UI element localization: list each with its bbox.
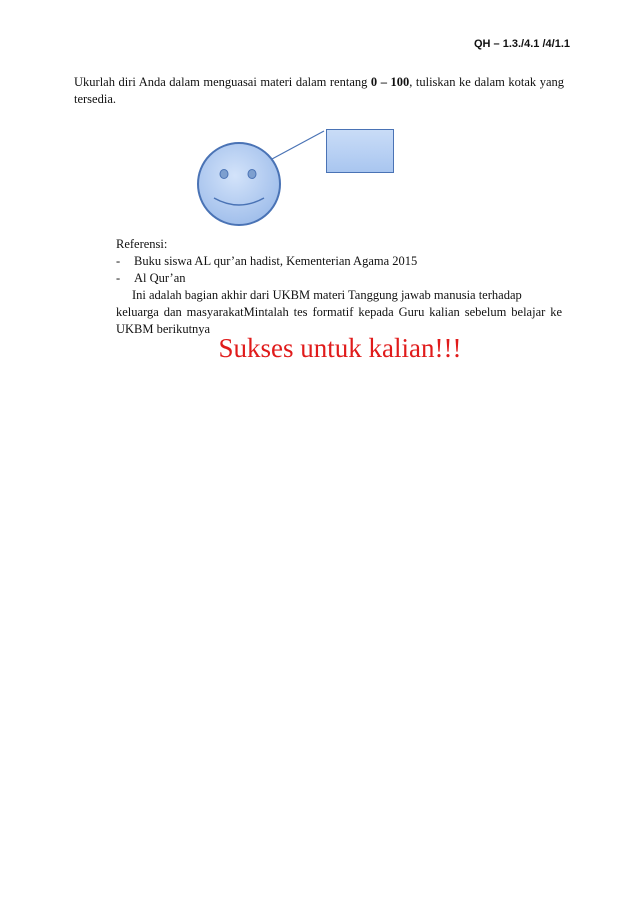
- score-range: 0 – 100: [370, 75, 410, 89]
- list-dash: -: [116, 254, 121, 268]
- connector-line: [272, 131, 324, 159]
- smiley-face-icon: [198, 143, 280, 225]
- right-eye-icon: [248, 170, 256, 179]
- reference-item: [116, 253, 562, 270]
- references-heading: Referensi:: [116, 237, 168, 251]
- instruction-text-before: Ukurlah diri Anda dalam menguasai materi dalam rentang: [74, 75, 371, 89]
- closing-first-line: Ini adalah bagian akhir dari UKBM materi Tanggung jawab manusia terhadap: [132, 288, 522, 302]
- references-section: [116, 236, 562, 338]
- document-code: QH – 1.3./4.1 /4/1.1: [473, 38, 570, 50]
- self-assessment-figure: [0, 0, 638, 260]
- closing-paragraph: [116, 287, 562, 338]
- closing-rest: keluarga dan masyarakatMintalah tes formatif kepada Guru kalian sebelum belajar ke UKBM berikutnya: [116, 305, 562, 336]
- reference-text: Buku siswa AL qur’an hadist, Kementerian Agama 2015: [134, 254, 418, 268]
- reference-text: Al Qur’an: [134, 271, 186, 285]
- list-dash: -: [116, 271, 121, 285]
- left-eye-icon: [220, 170, 228, 179]
- success-message: Sukses untuk kalian!!!: [218, 333, 462, 363]
- score-answer-box[interactable]: [326, 129, 394, 173]
- instruction-text-after: , tuliskan ke dalam kotak yang tersedia.: [74, 75, 564, 106]
- reference-item: [116, 270, 562, 287]
